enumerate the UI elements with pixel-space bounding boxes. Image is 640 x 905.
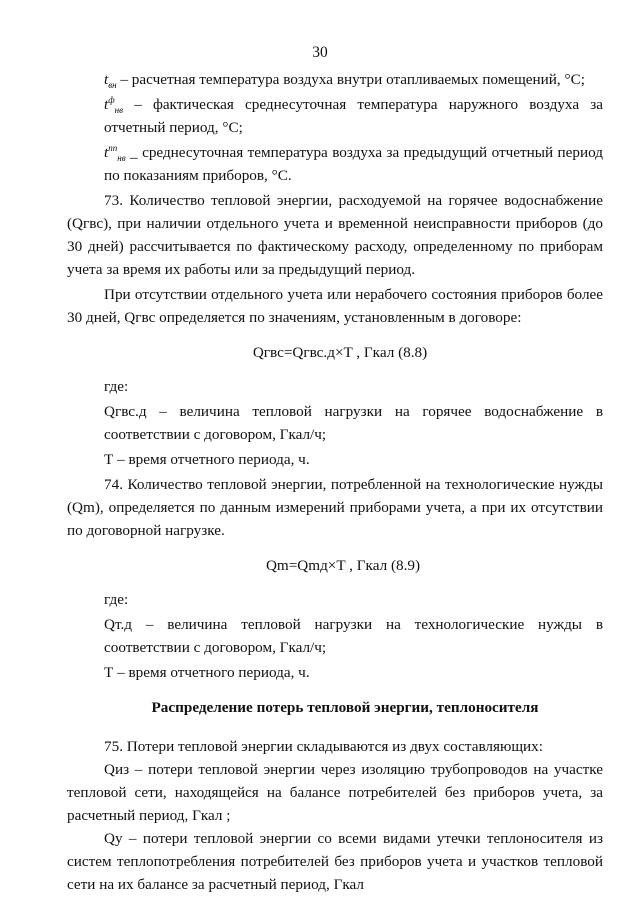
definition-q-iz: Qиз – потери тепловой энергии через изоляцию трубопроводов на участке тепловой сети, находящейся на балансе потребителей без приборов учета, за расчетный период, Гкал ; xyxy=(67,761,603,824)
paragraph-74: 74. Количество тепловой энергии, потребленной на технологические нужды (Qm), определяется по данным измерений приборами учета, а при их отсутствии по договорной нагрузке. xyxy=(67,476,603,539)
symbol-t-vn: $t_{вн}$ xyxy=(104,71,117,91)
paragraph-73-continued: При отсутствии отдельного учета или нерабочего состояния приборов более 30 дней, Qгвс определяется по значениям, установленным в договоре: xyxy=(67,286,603,326)
definition-t-nv-f: $t^ф_{нв}$ – фактическая среднесуточная температура наружного воздуха за отчетный период, °С; xyxy=(104,94,603,136)
formula-8-8: Qгвс=Qгвс.д×T , Гкал (8.8) xyxy=(252,344,428,361)
definition-q-gvs-d: Qгвс.д – величина тепловой нагрузки на горячее водоснабжение в соответствии с договором, Гкал/ч; xyxy=(104,403,603,443)
where-label-2: где: xyxy=(104,591,129,608)
page-body xyxy=(67,68,603,896)
paragraph-75: 75. Потери тепловой энергии складываются из двух составляющих: xyxy=(104,738,543,755)
section-heading: Распределение потерь тепловой энергии, теплоносителя xyxy=(151,699,539,716)
symbol-t-nv-pp: $t^{пп}_{нв}$ xyxy=(104,142,126,164)
definition-t-vn: $t_{вн}$ – расчетная температура воздуха внутри отапливаемых помещений, °С; xyxy=(104,71,585,91)
formula-8-9: Qm=Qmд×T , Гкал (8.9) xyxy=(265,557,421,574)
definition-t-nv-pp: $t^{пп}_{нв}$ _ среднесуточная температура воздуха за предыдущий отчетный период по показаниям приборов, °С. xyxy=(104,142,603,184)
page-number: 30 xyxy=(312,44,328,61)
definition-T-2: Т – время отчетного периода, ч. xyxy=(104,664,310,681)
definition-q-t-d: Qт.д – величина тепловой нагрузки на технологические нужды в соответствии с договором, Гкал/ч; xyxy=(104,616,603,656)
symbol-t-nv-f: $t^ф_{нв}$ xyxy=(104,94,123,116)
definition-T-1: Т – время отчетного периода, ч. xyxy=(104,451,310,468)
where-label-1: где: xyxy=(104,378,129,395)
definition-q-u: Qу – потери тепловой энергии со всеми видами утечки теплоносителя из систем теплопотребления потребителей без приборов учета и участков тепловой сети на их балансе за расчетный период, Гкал xyxy=(67,830,603,893)
paragraph-73: 73. Количество тепловой энергии, расходуемой на горячее водоснабжение (Qгвс), при наличии отдельного учета и временной неисправности приборов (до 30 дней) рассчитывается по фактическому расходу, определенному по приборам учета за время их работы или за предыдущий период. xyxy=(67,192,603,278)
